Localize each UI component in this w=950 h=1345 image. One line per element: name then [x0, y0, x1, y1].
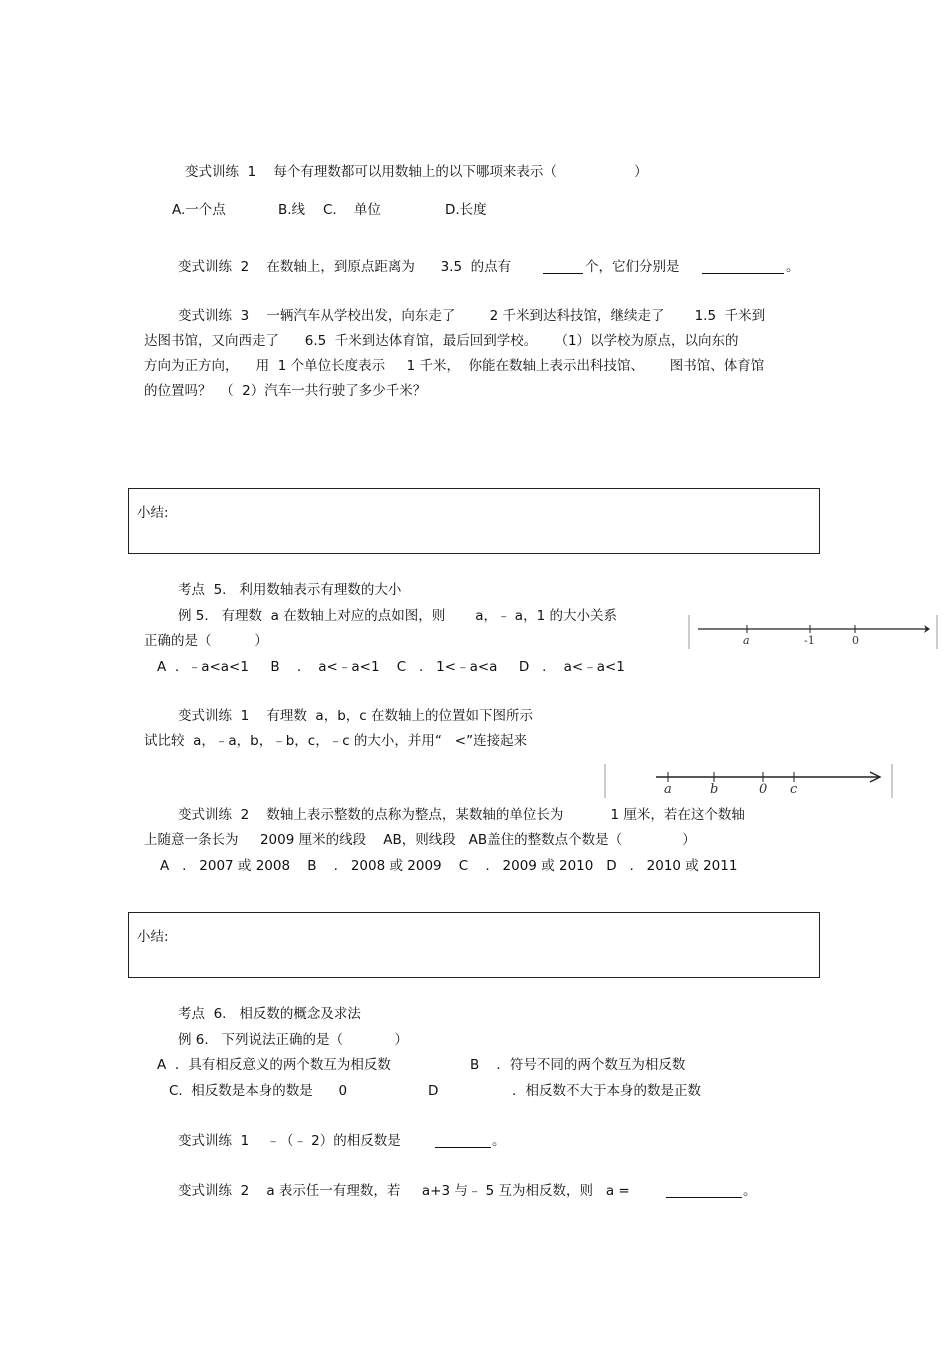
k5-train2-line-2: 上随意一条长为 2009 厘米的线段 AB，则线段 AB盖住的整数点个数是（ ）: [144, 832, 696, 848]
k5-example-line-2: 正确的是（ ）: [144, 633, 268, 649]
v2-blank-1[interactable]: [543, 273, 583, 274]
k5-example-line-1: 例 5. 有理数 a 在数轴上对应的点如图，则 a，﹣ a，1 的大小关系: [178, 608, 617, 624]
v1-question: 变式训练 1 每个有理数都可以用数轴上的以下哪项来表示（ ）: [185, 164, 648, 180]
v2-text-2: 个，它们分别是: [585, 259, 680, 275]
k6-train2-text: 变式训练 2 a 表示任一有理数，若 a+3 与﹣ 5 互为相反数，则 a =: [178, 1183, 630, 1199]
v2-text-3: 。: [786, 259, 800, 275]
v2-blank-2[interactable]: [702, 273, 784, 274]
nl2-label-a: a: [664, 782, 672, 797]
v1-option-c: C. 单位: [323, 202, 381, 218]
summary-box-1[interactable]: [128, 488, 820, 554]
nl2-label-c: c: [790, 782, 798, 797]
v3-line-3: 方向为正方向， 用 1 个单位长度表示 1 千米， 你能在数轴上表示出科技馆、 图书馆、体育馆: [144, 358, 765, 374]
k6-train2-blank[interactable]: [666, 1197, 742, 1198]
k5-options: A . ﹣a<a<1 B . a<﹣a<1 C . 1<﹣a<a D . a<﹣a<1: [157, 659, 625, 675]
k5-train2-options: A . 2007 或 2008 B . 2008 或 2009 C . 2009 或 2010 D . 2010 或 2011: [160, 858, 738, 874]
k6-option-c: C. 相反数是本身的数是 0: [169, 1083, 348, 1099]
number-line-2: [604, 764, 894, 802]
k6-option-d-letter: D: [428, 1083, 439, 1099]
nl1-label-neg1: -1: [804, 634, 815, 647]
k6-train2-end: 。: [743, 1183, 757, 1199]
nl1-label-0: 0: [852, 634, 859, 647]
k5-title: 考点 5. 利用数轴表示有理数的大小: [178, 582, 402, 598]
k6-title: 考点 6. 相反数的概念及求法: [178, 1006, 361, 1022]
summary-label: 小结:: [137, 505, 169, 521]
v3-line-2: 达图书馆，又向西走了 6.5 千米到达体育馆，最后回到学校。 （1）以学校为原点，以向东的: [144, 333, 739, 349]
v3-line-1: 变式训练 3 一辆汽车从学校出发，向东走了 2 千米到达科技馆，继续走了 1.5 千米到: [178, 308, 766, 324]
k5-train2-line-1: 变式训练 2 数轴上表示整数的点称为整点，某数轴的单位长为 1 厘米，若在这个数轴: [178, 807, 745, 823]
nl2-label-b: b: [710, 782, 719, 797]
nl2-label-0: 0: [759, 782, 768, 797]
k6-train1-text: 变式训练 1 ﹣（﹣ 2）的相反数是: [178, 1133, 401, 1149]
v2-text-1: 变式训练 2 在数轴上，到原点距离为 3.5 的点有: [178, 259, 512, 275]
v1-option-b: B.线: [278, 202, 306, 218]
k6-option-a: A ．具有相反意义的两个数互为相反数: [157, 1057, 391, 1073]
v1-option-a: A.一个点: [172, 202, 226, 218]
k5-train1-line-2: 试比较 a，﹣a，b，﹣b，c，﹣c 的大小，并用“ <”连接起来: [144, 733, 528, 749]
v3-line-4: 的位置吗？ （ 2）汽车一共行驶了多少千米？: [144, 383, 427, 399]
k5-train1-line-1: 变式训练 1 有理数 a，b，c 在数轴上的位置如下图所示: [178, 708, 533, 724]
number-line-1: [688, 615, 938, 655]
k6-option-b: B ．符号不同的两个数互为相反数: [470, 1057, 686, 1073]
k6-option-d-text: ．相反数不大于本身的数是正数: [512, 1083, 701, 1099]
k6-train1-blank[interactable]: [435, 1147, 491, 1148]
v1-option-d: D.长度: [445, 202, 487, 218]
k6-example-line: 例 6. 下列说法正确的是（ ）: [178, 1032, 409, 1048]
k6-train1-end: 。: [492, 1133, 506, 1149]
nl1-label-a: a: [743, 634, 750, 647]
summary-box-2[interactable]: [128, 912, 820, 978]
summary-label: 小结:: [137, 929, 169, 945]
